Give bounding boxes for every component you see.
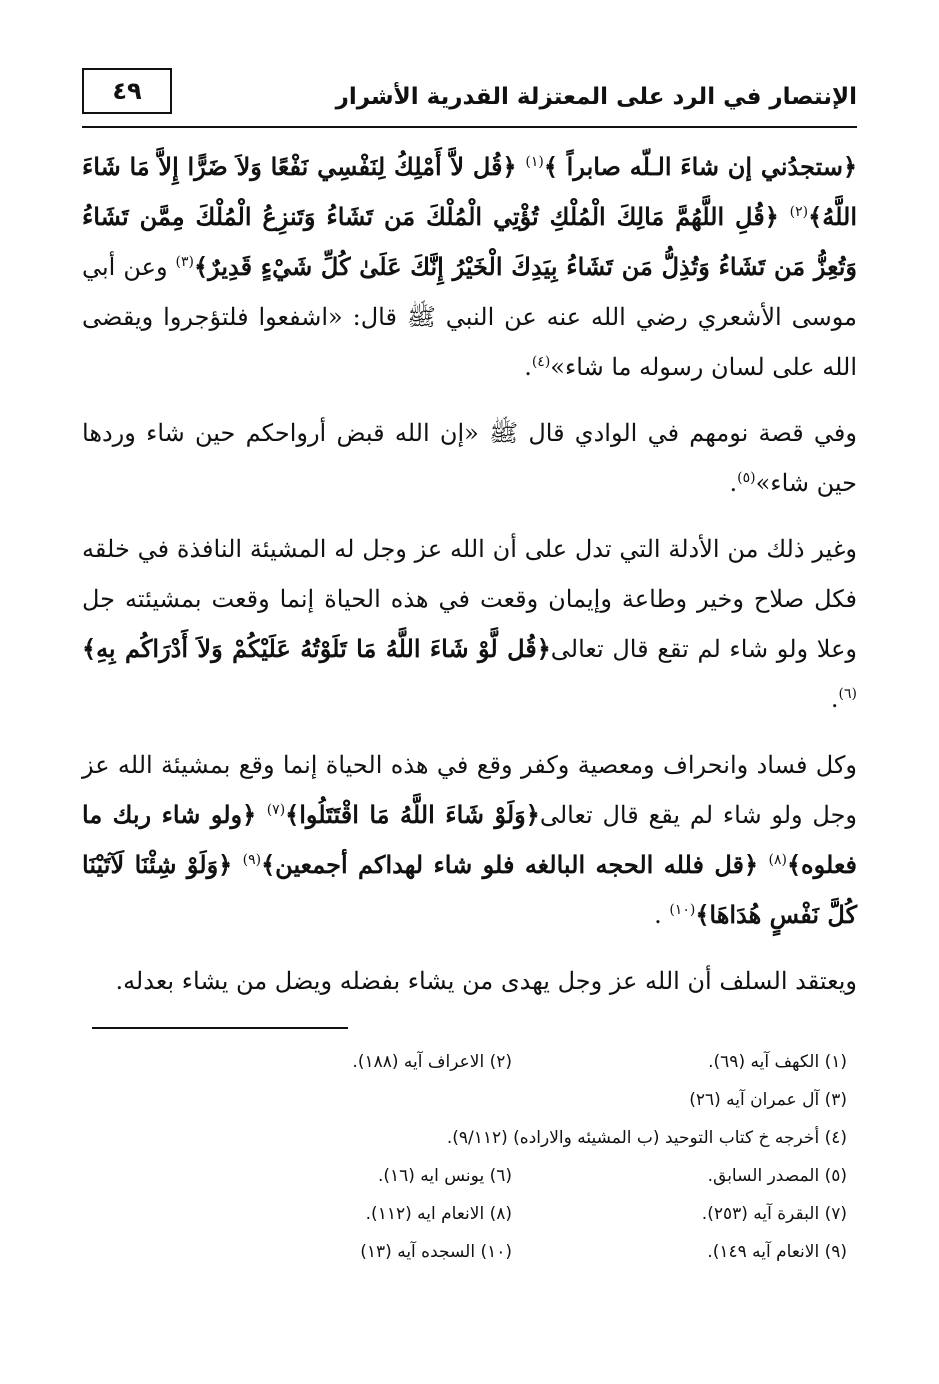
body-sentence: وعن أبي موسى الأشعري رضي الله عنه عن النبي ﷺ قال: «اشفعوا فلتؤجروا ويقضى الله على لسان رسوله ما شاء» xyxy=(82,253,857,381)
footnote-4: (٤) أخرجه خ كتاب التوحيد (ب المشيئه والاراده) (٩/١١٢). xyxy=(446,1128,847,1148)
body-sentence: . xyxy=(654,901,670,929)
page-header xyxy=(82,62,857,128)
footnote-6: (٦) يونس ايه (١٦). xyxy=(377,1166,512,1186)
footnote-rule xyxy=(92,1027,348,1029)
body-text xyxy=(82,142,857,1022)
footnote-8: (٨) الانعام ايه (١١٢). xyxy=(365,1204,512,1224)
footnote-row xyxy=(92,1081,847,1119)
footnote-10: (١٠) السجده آيه (١٣) xyxy=(360,1242,512,1262)
quran-quote: ﴿وَلَوْ شِئْنَا لَآتَيْنَا كُلَّ نَفْسٍ هُدَاهَا﴾ xyxy=(82,850,857,929)
body-sentence: . xyxy=(729,469,738,497)
footnote-row xyxy=(92,1043,847,1081)
body-sentence: . xyxy=(524,353,532,381)
page-number: ٤٩ xyxy=(112,77,142,105)
paragraph-3 xyxy=(82,524,857,724)
quran-quote: ﴿قُلِ اللَّهُمَّ مَالِكَ الْمُلْكِ تُؤْتِي الْمُلْكَ مَن تَشَاءُ وَتَنزِعُ الْمُلْكَ مِمَّن تَشَاءُ وَتُعِزُّ مَن تَشَاءُ وَتُذِلُّ مَن تَشَاءُ بِيَدِكَ الْخَيْرُ إِنَّكَ عَلَىٰ كُلِّ شَيْءٍ قَدِيرٌ﴾ xyxy=(82,202,857,281)
footnote-row xyxy=(92,1195,847,1233)
body-sentence: وغير ذلك من الأدلة التي تدل على أن الله عز وجل له المشيئة النافذة في خلقه فكل صلاح وخير وطاعة وإيمان وقعت في هذه الحياة إنما وقعت بمشيئته جل وعلا ولو شاء لم تقع قال تعالى xyxy=(82,535,857,663)
body-sentence: وفي قصة نومهم في الوادي قال ﷺ «إن الله قبض أرواحكم حين شاء وردها حين شاء» xyxy=(82,419,857,497)
footnote-ref: (٧) xyxy=(266,802,286,818)
footnote-7: (٧) البقرة آيه (٢٥٣). xyxy=(701,1204,847,1224)
quran-quote: ﴿قُل لَّوْ شَاءَ اللَّهُ مَا تَلَوْتُهُ عَلَيْكُمْ وَلاَ أَدْرَاكُم بِهِ﴾ xyxy=(82,634,551,663)
running-title: الإنتصار في الرد على المعتزلة القدرية الأشرار xyxy=(335,84,857,110)
body-sentence: ويعتقد السلف أن الله عز وجل يهدى من يشاء بفضله ويضل من يشاء بعدله. xyxy=(115,967,857,995)
footnote-ref: (١) xyxy=(525,154,544,170)
footnote-ref: (٢) xyxy=(789,204,809,220)
paragraph-4 xyxy=(82,740,857,940)
body-sentence: . xyxy=(830,685,839,713)
footnote-ref: (١٠) xyxy=(669,902,696,918)
footnote-9: (٩) الانعام آيه ١٤٩). xyxy=(707,1242,847,1262)
footnote-ref: (٣) xyxy=(175,254,195,270)
paragraph-2 xyxy=(82,408,857,508)
quran-quote: ﴿ولو شاء ربك ما فعلوه﴾ xyxy=(82,800,857,879)
quran-quote: ﴿وَلَوْ شَاءَ اللَّهُ مَا اقْتَتَلُوا﴾ xyxy=(285,800,540,829)
quran-quote: ﴿قل فلله الحجه البالغه فلو شاء لهداكم أجمعين﴾ xyxy=(261,850,769,879)
footnote-5: (٥) المصدر السابق. xyxy=(707,1166,847,1186)
footnote-row xyxy=(92,1119,847,1157)
header-rule xyxy=(82,126,857,128)
footnote-ref: (٨) xyxy=(768,852,787,868)
footnote-1: (١) الكهف آيه (٦٩). xyxy=(708,1052,847,1072)
footnotes xyxy=(92,1043,847,1271)
paragraph-1 xyxy=(82,142,857,392)
footnote-ref: (٦) xyxy=(838,686,857,702)
quran-quote: ﴿ستجدُني إن شاءَ الـلّه صابراً ﴾ xyxy=(543,152,858,181)
paragraph-5 xyxy=(82,956,857,1006)
page-number-box xyxy=(82,68,172,114)
footnote-row xyxy=(92,1157,847,1195)
footnote-2: (٢) الاعراف آيه (١٨٨). xyxy=(352,1052,512,1072)
footnote-3: (٣) آل عمران آيه (٢٦) xyxy=(689,1090,847,1110)
footnote-row xyxy=(92,1233,847,1271)
footnote-ref: (٥) xyxy=(737,470,756,486)
footnote-ref: (٩) xyxy=(242,852,262,868)
footnote-ref: (٤) xyxy=(531,354,551,370)
quran-quote: ﴿قُل لاَّ أَمْلِكُ لِنَفْسِي نَفْعًا وَلاَ ضَرًّا إِلاَّ مَا شَاءَ اللَّهُ﴾ xyxy=(82,152,857,231)
body-sentence: وكل فساد وانحراف ومعصية وكفر وقع في هذه الحياة إنما وقع بمشيئة الله عز وجل ولو شاء لم يقع قال تعالى xyxy=(82,751,858,829)
